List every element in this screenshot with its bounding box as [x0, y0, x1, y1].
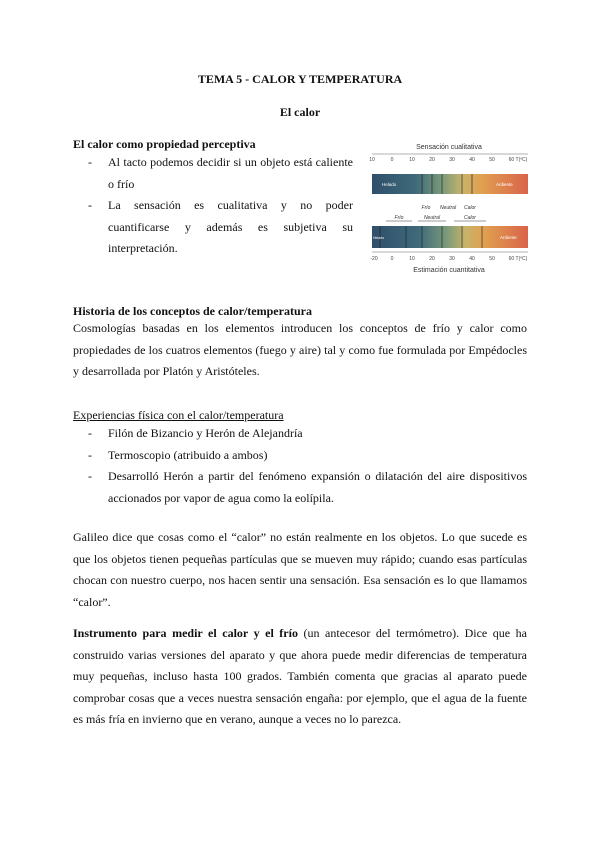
- range-label: Frío: [394, 215, 404, 221]
- tick-label: 10: [409, 157, 415, 163]
- document-title: TEMA 5 - CALOR Y TEMPERATURA: [197, 72, 403, 86]
- instrument-paragraph: [73, 623, 527, 731]
- tick-label: 40: [469, 256, 475, 262]
- tick-label: 20: [429, 256, 435, 262]
- instrument-lead: Instrumento para medir el calor y el frío: [73, 626, 298, 640]
- tick-label: 50: [489, 256, 495, 262]
- range-label: Frío: [421, 205, 431, 211]
- tick-label: 40: [469, 157, 475, 163]
- tick-label: -20: [370, 256, 378, 262]
- section1-heading: El calor como propiedad perceptiva: [73, 137, 256, 151]
- tick-label: 30: [449, 157, 455, 163]
- bar-label: Ardiente: [500, 235, 517, 240]
- figure-bottom-label: Estimación cuantitativa: [413, 267, 485, 274]
- range-label: Neutral: [439, 205, 457, 211]
- tick-label: 30: [449, 256, 455, 262]
- list-item: - La sensación es cualitativa y no poder cuantificarse y además es subjetiva su interpretación.: [88, 195, 353, 260]
- section3-list: [88, 423, 527, 509]
- list-item: - Desarrolló Herón a partir del fenómeno expansión o dilatación del aire dispositivos accionados por vapor de agua como la eolípila.: [88, 466, 527, 509]
- tick-label: 10: [409, 256, 415, 262]
- list-item: - Al tacto podemos decidir si un objeto está caliente o frío: [88, 152, 353, 195]
- range-label: Calor: [464, 215, 476, 221]
- tick-label: 50: [489, 157, 495, 163]
- section-subtitle: El calor: [279, 105, 321, 119]
- tick-label: 0: [390, 256, 394, 262]
- list-item: - Termoscopio (atribuido a ambos): [88, 445, 527, 467]
- figure-title: Sensación cualitativa: [416, 144, 482, 151]
- temperature-sensation-figure: [366, 138, 532, 280]
- bar-label: Ardiente: [496, 182, 513, 187]
- section2-heading: Historia de los conceptos de calor/temperatura: [73, 304, 312, 318]
- section3-heading: Experiencias física con el calor/temperatura: [73, 408, 284, 422]
- galileo-paragraph: Galileo dice que cosas como el “calor” no están realmente en los objetos. Lo que sucede es que los objetos tienen pequeñas partículas que se mueven muy rápido; cuando esas partículas chocan con nuestro cuerpo, nos hacen sentir una sensación. Esa sensación es lo que llamamos “calor”.: [73, 530, 527, 609]
- bottom-range-labels: [395, 215, 477, 221]
- bar-label: Helado: [382, 182, 397, 187]
- top-range-labels: [422, 205, 477, 211]
- section2-paragraph: Cosmologías basadas en los elementos introducen los conceptos de frío y calor como propiedades de los cuatros elementos (fuego y aire) tal y como fue formulada por Empédocles y desarrollada por Platón y Aristóteles.: [73, 321, 527, 378]
- bottom-axis-ticks: [370, 256, 527, 262]
- tick-label: 60 T(ºC): [508, 256, 528, 262]
- top-axis-ticks: [369, 157, 527, 163]
- tick-label: 10: [369, 157, 375, 163]
- range-label: Neutral: [423, 215, 441, 221]
- bar-label: Helado: [373, 236, 385, 240]
- range-label: Calor: [464, 205, 476, 211]
- tick-label: 0: [390, 157, 394, 163]
- tick-label: 60 T(ºC): [508, 157, 528, 163]
- section1-list: [88, 152, 353, 260]
- tick-label: 20: [429, 157, 435, 163]
- list-item: - Filón de Bizancio y Herón de Alejandría: [88, 423, 527, 445]
- instrument-body: (un antecesor del termómetro). Dice que ha construido varias versiones del aparato y que ahora puede medir diferencias de temperatura muy pequeñas, incluso hasta 100 grados. También comenta que gracias al aparato puede comprobar cosas que a veces nuestra sensación engaña: por ejemplo, que el agua de la fuente es más fría en invierno que en verano, aunque a veces no lo parezca.: [73, 626, 527, 726]
